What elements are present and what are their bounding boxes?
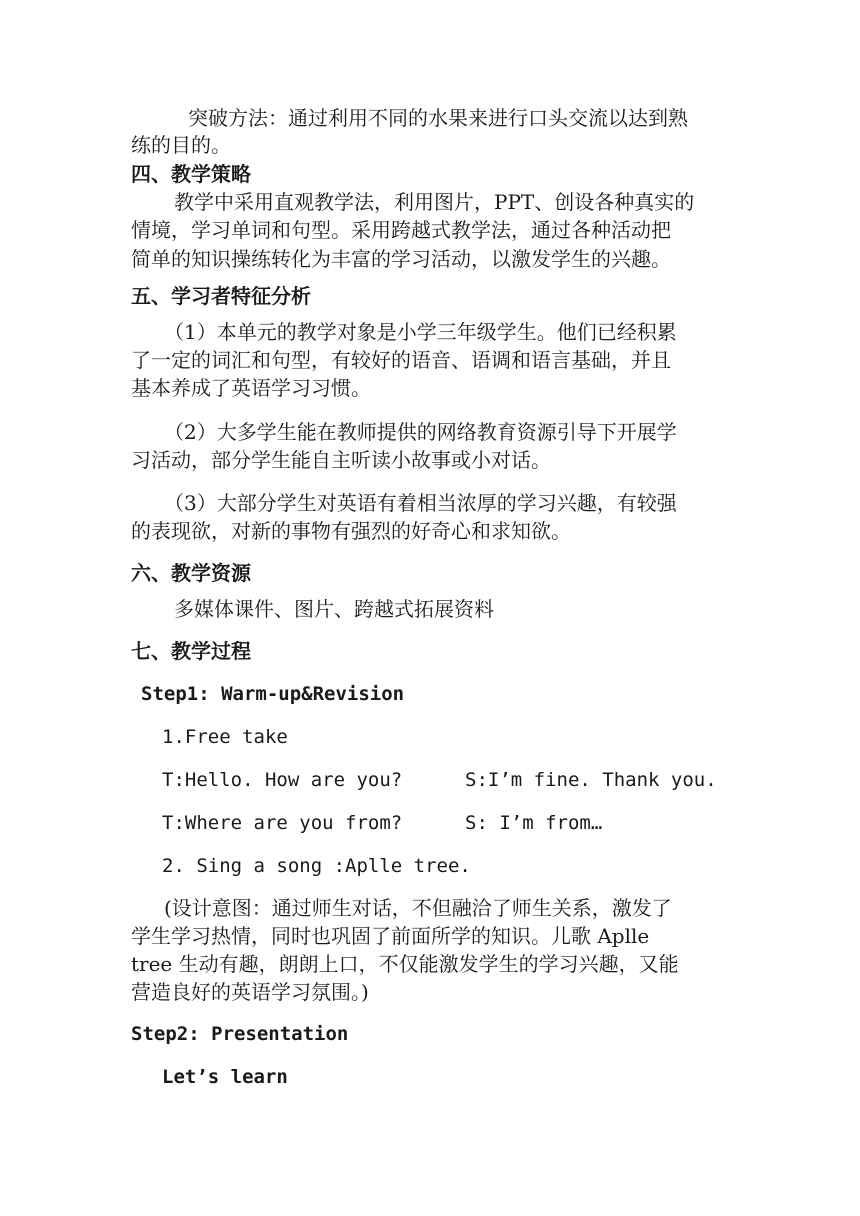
learner2-line-1: （2）大多学生能在教师提供的网络教育资源引导下开展学 (164, 420, 677, 444)
design-line-4: 营造良好的英语学习氛围。) (131, 980, 369, 1004)
dialog2-student: S: I’m from… (465, 812, 603, 834)
design-line-3: tree 生动有趣，朗朗上口，不仅能激发学生的学习兴趣，又能 (131, 952, 679, 976)
step2-heading: Step2: Presentation (131, 1023, 349, 1045)
strategy-line-3: 简单的知识操练转化为丰富的学习活动，以激发学生的兴趣。 (131, 247, 671, 271)
strategy-line-2: 情境，学习单词和句型。采用跨越式教学法，通过各种活动把 (131, 218, 671, 242)
lets-learn: Let’s learn (162, 1066, 288, 1088)
learner1-line-1: （1）本单元的教学对象是小学三年级学生。他们已经积累 (164, 320, 677, 344)
learner3-line-2: 的表现欲，对新的事物有强烈的好奇心和求知欲。 (131, 519, 571, 543)
sing-song: 2. Sing a song :Aplle tree. (162, 855, 471, 877)
heading-process: 七、教学过程 (131, 639, 251, 663)
method-line-1: 突破方法：通过利用不同的水果来进行口头交流以达到熟 (188, 106, 688, 130)
design-line-1: (设计意图：通过师生对话，不但融洽了师生关系，激发了 (164, 896, 672, 920)
free-take: 1.Free take (162, 726, 288, 748)
learner1-line-2: 了一定的词汇和句型，有较好的语音、语调和语言基础，并且 (131, 348, 671, 372)
heading-strategy: 四、教学策略 (131, 162, 251, 186)
heading-resources: 六、教学资源 (131, 561, 251, 585)
heading-learner: 五、学习者特征分析 (131, 284, 311, 308)
resources-text: 多媒体课件、图片、跨越式拓展资料 (174, 597, 494, 621)
learner3-line-1: （3）大部分学生对英语有着相当浓厚的学习兴趣，有较强 (164, 491, 677, 515)
step1-heading: Step1: Warm-up&Revision (141, 683, 405, 705)
learner1-line-3: 基本养成了英语学习习惯。 (131, 376, 371, 400)
dialog1-teacher: T:Hello. How are you? (162, 769, 403, 791)
dialog2-teacher: T:Where are you from? (162, 812, 403, 834)
design-line-2: 学生学习热情，同时也巩固了前面所学的知识。儿歌 Aplle (131, 924, 650, 948)
learner2-line-2: 习活动，部分学生能自主听读小故事或小对话。 (131, 448, 551, 472)
strategy-line-1: 教学中采用直观教学法，利用图片，PPT、创设各种真实的 (174, 190, 695, 214)
dialog1-student: S:I’m fine. Thank you. (465, 769, 717, 791)
method-line-2: 练的目的。 (131, 133, 231, 157)
